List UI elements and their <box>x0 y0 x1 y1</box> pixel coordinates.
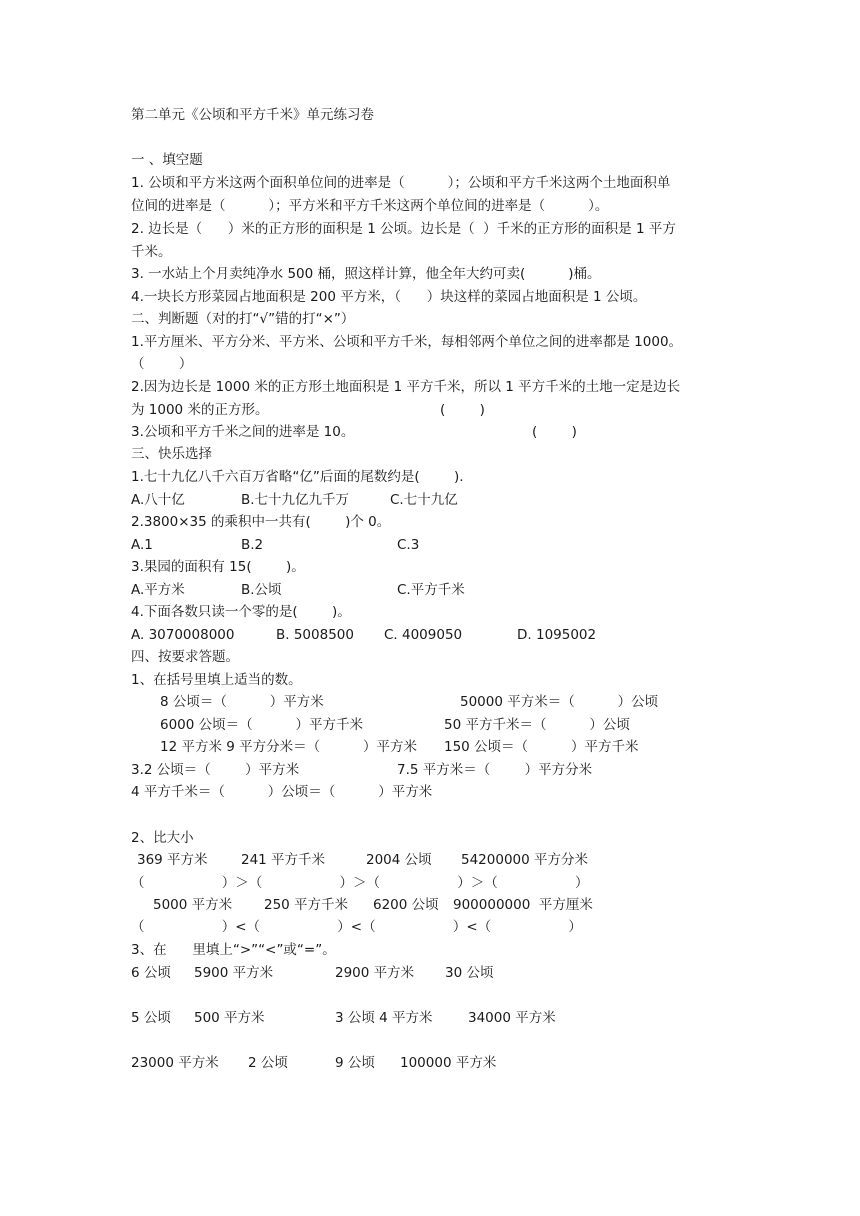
option-3-1-c: C.七十九亿 <box>390 492 458 508</box>
option-3-4-a: A. 3070008000 <box>131 627 235 643</box>
compare-value: 241 平方千米 <box>241 852 326 868</box>
part-4-1-heading: 1、在括号里填上适当的数。 <box>131 672 302 688</box>
option-3-2-c: C.3 <box>397 537 420 553</box>
question-1-2-line-1: 2. 边长是（ ）米的正方形的面积是 1 公顷。边长是（ ）千米的正方形的面积是 1 平方 <box>131 221 676 237</box>
question-1-1-line-1: 1. 公顷和平方米这两个面积单位间的进率是（ ）；公顷和平方千米这两个土地面积单 <box>131 175 671 191</box>
compare-value: 54200000 平方分米 <box>461 852 589 868</box>
conversion-item: 50000 平方米＝（ ）公顷 <box>460 694 659 710</box>
question-2-1-line-2: （ ） <box>131 356 193 372</box>
compare-value: 900000000 平方厘米 <box>453 897 593 913</box>
question-1-1-line-2: 位间的进率是（ ）；平方米和平方千米这两个单位间的进率是（ ）。 <box>131 198 609 214</box>
option-3-4-c: C. 4009050 <box>384 627 463 643</box>
conversion-item: 4 平方千米＝（ ）公顷＝（ ）平方米 <box>131 784 433 800</box>
option-3-4-d: D. 1095002 <box>517 627 597 643</box>
question-3-2: 2.3800×35 的乘积中一共有( )个 0。 <box>131 514 391 530</box>
conversion-item: 12 平方米 9 平方分米＝（ ）平方米 <box>160 739 418 755</box>
compare-pair-left: 2900 平方米 <box>335 965 415 981</box>
compare-value: 250 平方千米 <box>264 897 349 913</box>
option-3-4-b: B. 5008500 <box>276 627 354 643</box>
option-3-3-b: B.公顷 <box>241 582 282 598</box>
section-2-heading: 二、判断题（对的打“√”错的打“×”） <box>131 311 355 327</box>
section-1-heading: 一 、填空题 <box>131 152 203 168</box>
compare-pair-right: 5900 平方米 <box>194 965 274 981</box>
compare-pair-left: 6 公顷 <box>131 965 171 981</box>
question-2-2-blank: ( ) <box>440 402 485 418</box>
question-3-3: 3.果园的面积有 15( )。 <box>131 559 305 575</box>
option-3-3-c: C.平方千米 <box>397 582 465 598</box>
compare-pair-right: 30 公顷 <box>445 965 494 981</box>
section-4-heading: 四、按要求答题。 <box>131 649 239 665</box>
compare-pair-left: 9 公顷 <box>335 1055 375 1071</box>
compare-value: 6200 公顷 <box>373 897 439 913</box>
conversion-item: 8 公顷＝（ ）平方米 <box>160 694 324 710</box>
compare-pair-right: 100000 平方米 <box>400 1055 497 1071</box>
option-3-2-a: A.1 <box>131 537 153 553</box>
compare-blanks-less: （ ）<（ ）<（ ）<（ ） <box>131 919 582 935</box>
question-1-4: 4.一块长方形菜园占地面积是 200 平方米，（ ）块这样的菜园占地面积是 1 公顷。 <box>131 289 647 305</box>
conversion-item: 7.5 平方米＝（ ）平方分米 <box>397 762 593 778</box>
compare-pair-left: 5 公顷 <box>131 1010 171 1026</box>
conversion-item: 50 平方千米＝（ ）公顷 <box>444 717 630 733</box>
conversion-item: 3.2 公顷＝（ ）平方米 <box>131 762 300 778</box>
question-2-3: 3.公顷和平方千米之间的进率是 10。 <box>131 424 355 440</box>
compare-pair-right: 34000 平方米 <box>468 1010 556 1026</box>
part-4-3-heading: 3、在 里填上“>”“<”或“=”。 <box>131 942 336 958</box>
option-3-2-b: B.2 <box>241 537 264 553</box>
compare-pair-right: 2 公顷 <box>248 1055 288 1071</box>
compare-pair-right: 500 平方米 <box>194 1010 265 1026</box>
question-1-3: 3. 一水站上个月卖纯净水 500 桶，照这样计算，他全年大约可卖( )桶。 <box>131 266 601 282</box>
question-2-3-blank: ( ) <box>532 424 577 440</box>
option-3-1-b: B.七十九亿九千万 <box>241 492 350 508</box>
option-3-1-a: A.八十亿 <box>131 492 185 508</box>
compare-pair-left: 23000 平方米 <box>131 1055 219 1071</box>
page-title: 第二单元《公顷和平方千米》单元练习卷 <box>131 107 374 123</box>
question-2-2-line-1: 2.因为边长是 1000 米的正方形土地面积是 1 平方千米，所以 1 平方千米的土地一定是边长 <box>131 379 681 395</box>
conversion-item: 150 公顷＝（ ）平方千米 <box>444 739 639 755</box>
question-2-1-line-1: 1.平方厘米、平方分米、平方米、公顷和平方千米，每相邻两个单位之间的进率都是 1000。 <box>131 334 683 350</box>
question-3-1: 1.七十九亿八千六百万省略“亿”后面的尾数约是( ). <box>131 469 464 485</box>
question-2-2-line-2: 为 1000 米的正方形。 <box>131 402 269 418</box>
option-3-3-a: A.平方米 <box>131 582 185 598</box>
section-3-heading: 三、快乐选择 <box>131 446 212 462</box>
compare-value: 5000 平方米 <box>153 897 233 913</box>
conversion-item: 6000 公顷＝（ ）平方千米 <box>160 717 364 733</box>
compare-blanks-greater: （ ）＞（ ）＞（ ）＞（ ） <box>131 875 589 891</box>
compare-pair-left: 3 公顷 4 平方米 <box>335 1010 433 1026</box>
question-1-2-line-2: 千米。 <box>131 244 172 260</box>
compare-value: 2004 公顷 <box>366 852 432 868</box>
part-4-2-heading: 2、比大小 <box>131 830 194 846</box>
compare-value: 369 平方米 <box>137 852 208 868</box>
question-3-4: 4.下面各数只读一个零的是( )。 <box>131 604 351 620</box>
